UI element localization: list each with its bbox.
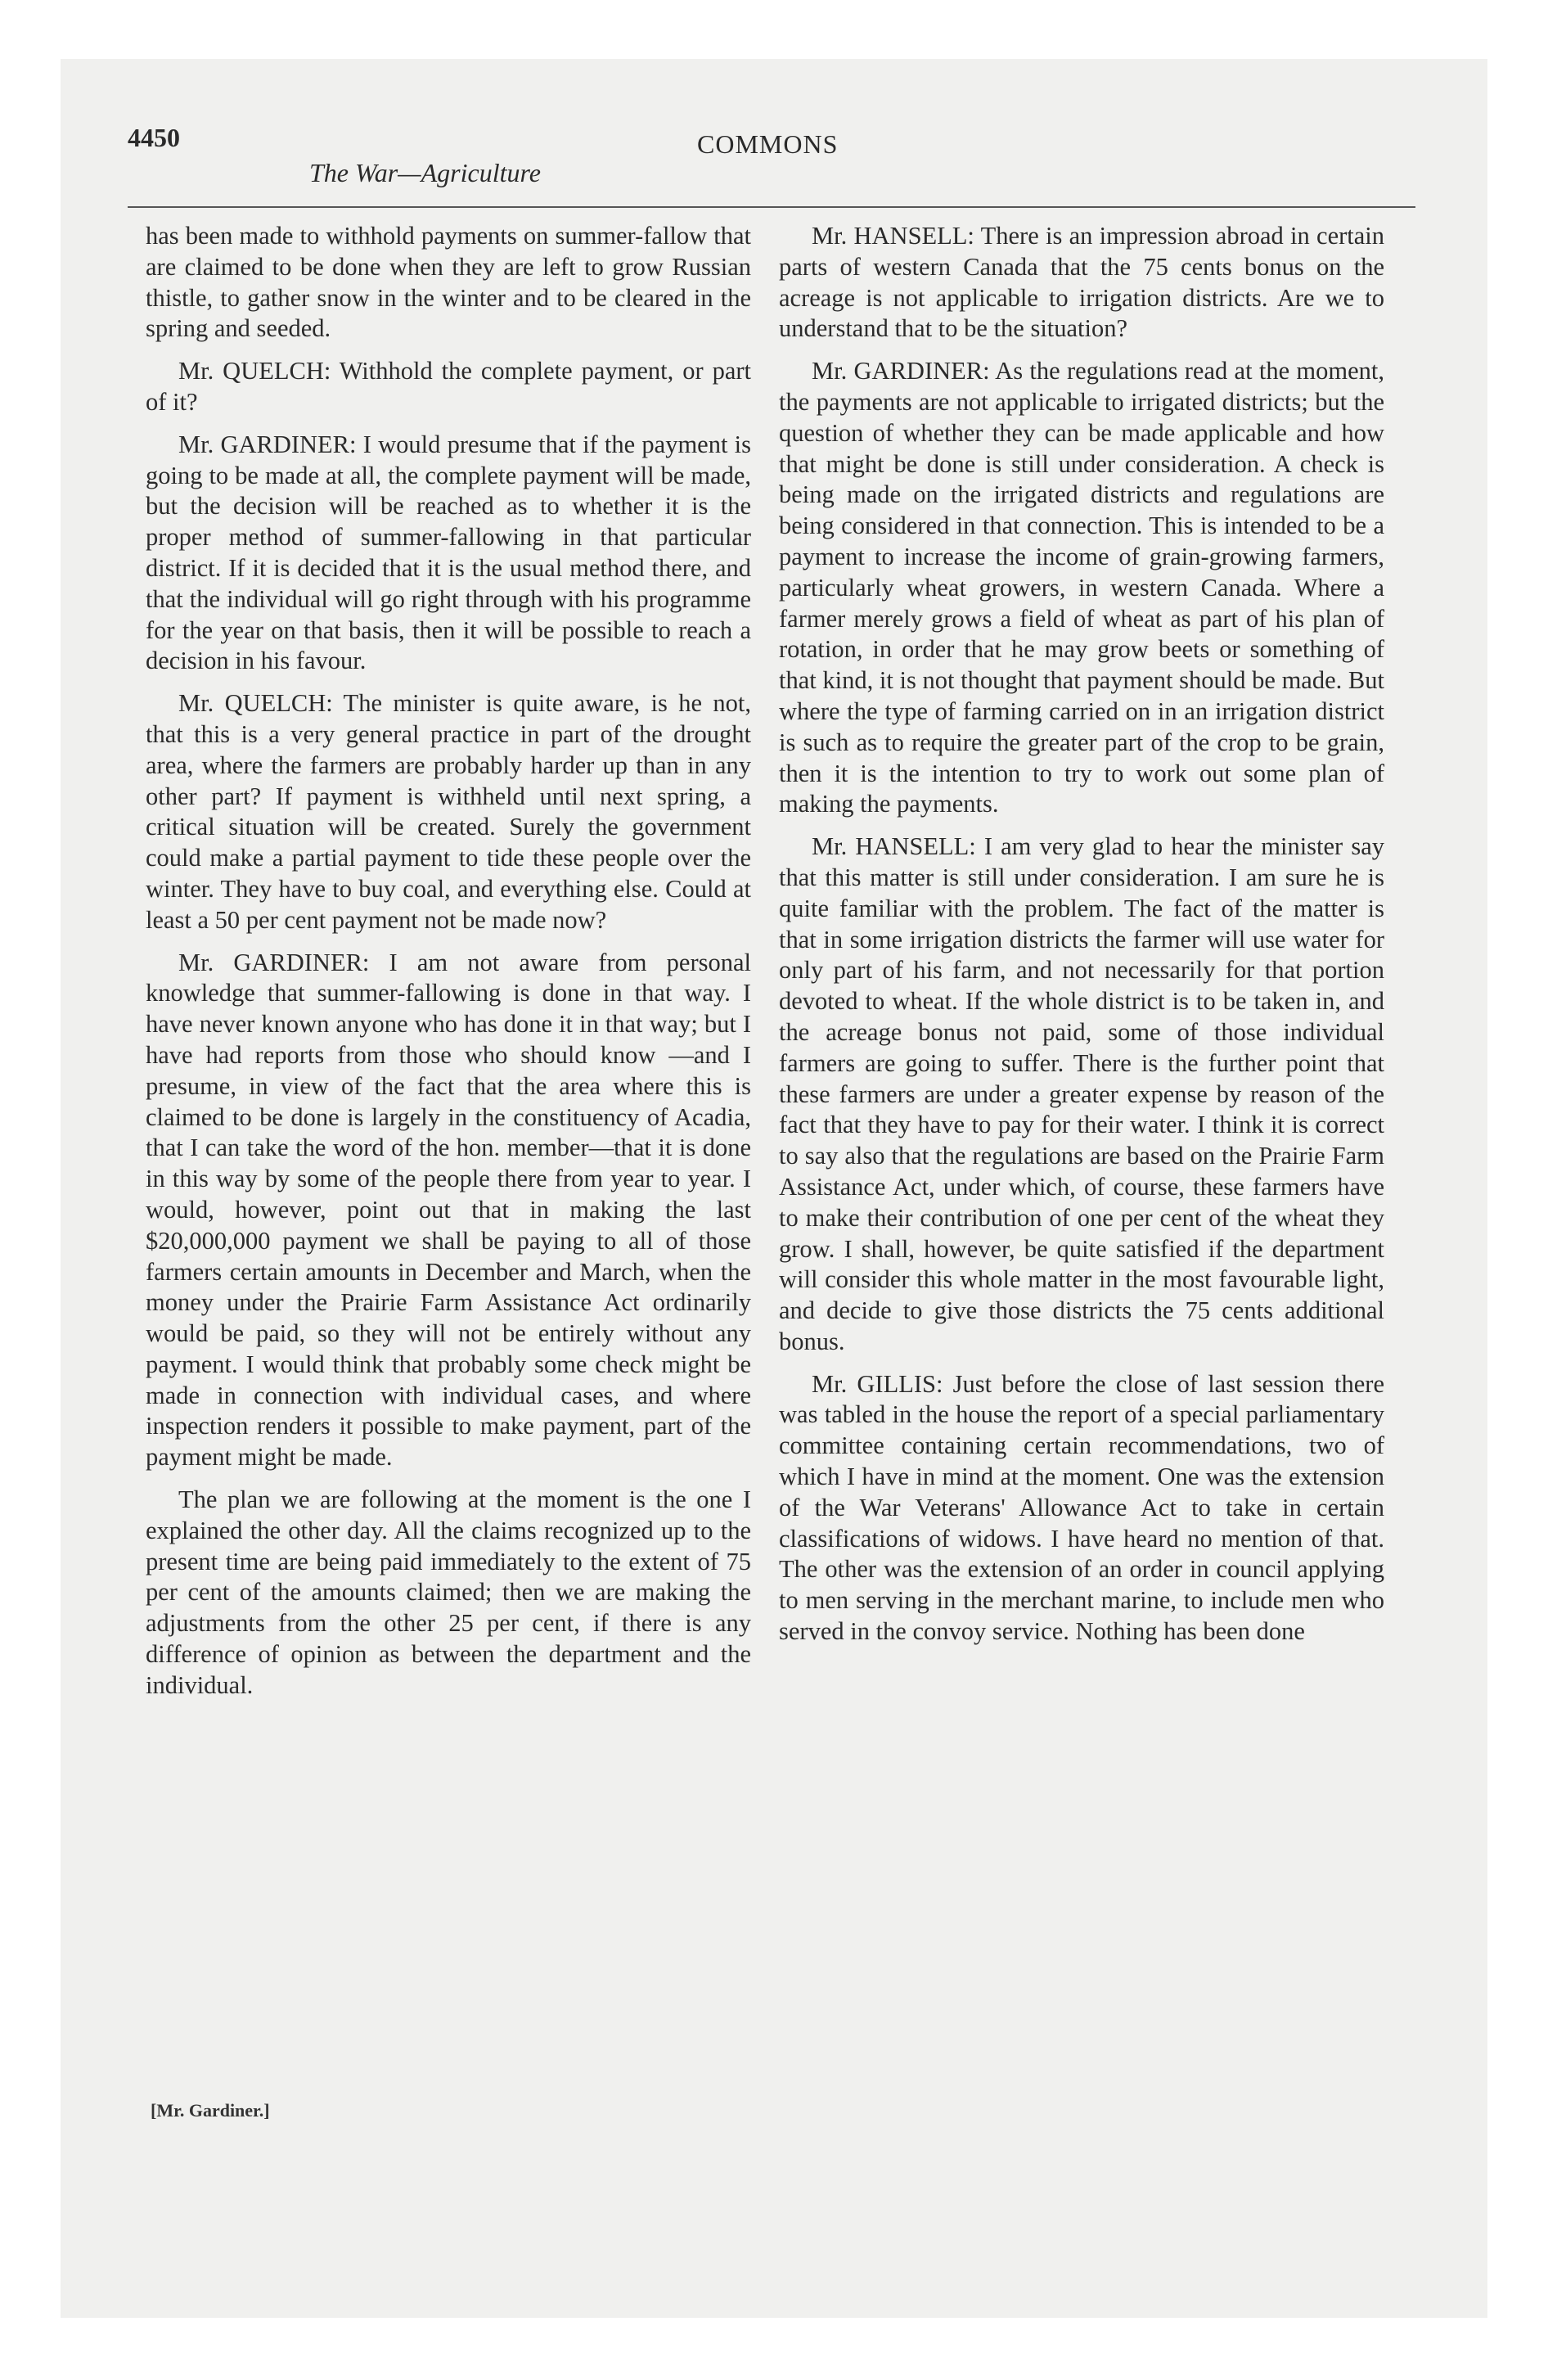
paragraph: Mr. GILLIS: Just before the close of last session there was tabled in the house the report of a special parliamentary committee containing certain recommendations, two of which I have in mind at the moment. One was the extension of the War Veterans' Allowance Act to take in certain classifications of widows. I have heard no mention of that. The other was the extension of an order in council applying to men serving in the merchant marine, to include men who served in the convoy service. Nothing has been done — [779, 1369, 1384, 1646]
paragraph: Mr. GARDINER: I would presume that if the payment is going to be made at all, the complete payment will be made, but the decision will be reached as to whether it is the proper method of summer-fallowing in that particular district. If it is decided that it is the usual method there, and that the individual will go right through with his programme for the year on that basis, then it will be possible to reach a decision in his favour. — [146, 430, 751, 675]
paragraph: Mr. HANSELL: There is an impression abroad in certain parts of western Canada that the 75 cents bonus on the acreage is not applicable to irrigation districts. Are we to understand that to be the situation? — [779, 222, 1384, 343]
left-column — [146, 221, 751, 1713]
header-rule — [128, 206, 1415, 208]
paragraph: The plan we are following at the moment is the one I explained the other day. All the claims recognized up to the present time are being paid immediately to the extent of 75 per cent of the amounts claimed; then we are making the adjustments from the other 25 per cent, if there is any difference of opinion as between the department and the individual. — [146, 1485, 751, 1699]
paragraph: Mr. HANSELL: I am very glad to hear the minister say that this matter is still under consideration. I am sure he is quite familiar with the problem. The fact of the matter is that in some irrigation districts the farmer will use water for only part of his farm, and not necessarily for that portion devoted to wheat. If the whole district is to be taken in, and the acreage bonus not paid, some of those individual farmers are going to suffer. There is the further point that these farmers are under a greater expense by reason of the fact that they have to pay for their water. I think it is correct to say also that the regulations are based on the Prairie Farm Assistance Act, under which, of course, these farmers have to make their contribution of one per cent of the wheat they grow. I shall, however, be quite satisfied if the department will consider this whole matter in the most favourable light, and decide to give those districts the 75 cents additional bonus. — [779, 832, 1384, 1355]
paragraph: Mr. GARDINER: I am not aware from personal knowledge that summer-fallowing is done in that way. I have never known anyone who has done it in that way; but I have had reports from those who should know —and I presume, in view of the fact that the area where this is claimed to be done is largely in the constituency of Acadia, that I can take the word of the hon. member—that it is done in this way by some of the people there from year to year. I would, however, point out that in making the last $20,000,000 payment we shall be paying to all of those farmers certain amounts in December and March, when the money under the Prairie Farm Assistance Act ordinarily would be paid, so they will not be entirely without any payment. I would think that probably some check might be made in connection with individual cases, and where inspection renders it possible to make payment, part of the payment might be made. — [146, 948, 751, 1472]
right-column — [779, 221, 1384, 1659]
page-number: 4450 — [128, 123, 180, 152]
paragraph: Mr. QUELCH: Withhold the complete payment, or part of it? — [146, 357, 751, 416]
running-header: COMMONS — [697, 129, 839, 159]
paragraph: Mr. QUELCH: The minister is quite aware, is he not, that this is a very general practice in part of the drought area, where the farmers are probably harder up than in any other part? If payment is withheld until next spring, a critical situation will be created. Surely the government could make a partial payment to tide these people over the winter. They have to buy coal, and everything else. Could at least a 50 per cent payment not be made now? — [146, 689, 751, 934]
paragraph: has been made to withhold payments on summer-fallow that are claimed to be done when they are left to grow Russian thistle, to gather snow in the winter and to be cleared in the spring and seeded. — [146, 222, 751, 343]
section-title: The War—Agriculture — [309, 158, 541, 187]
speaker-footnote: [Mr. Gardiner.] — [151, 2100, 270, 2121]
paragraph: Mr. GARDINER: As the regulations read at the moment, the payments are not applicable to irrigated districts; but the question of whether they can be made applicable and how that might be done is still under consideration. A check is being made on the irrigated districts and regulations are being considered in that connection. This is intended to be a payment to increase the income of grain-growing farmers, particularly wheat growers, in western Canada. Where a farmer merely grows a field of wheat as part of his plan of rotation, in order that he may grow beets or something of that kind, it is not thought that payment should be made. But where the type of farming carried on in an irrigation district is such as to require the greater part of the crop to be grain, then it is the intention to try to work out some plan of making the payments. — [779, 357, 1384, 818]
